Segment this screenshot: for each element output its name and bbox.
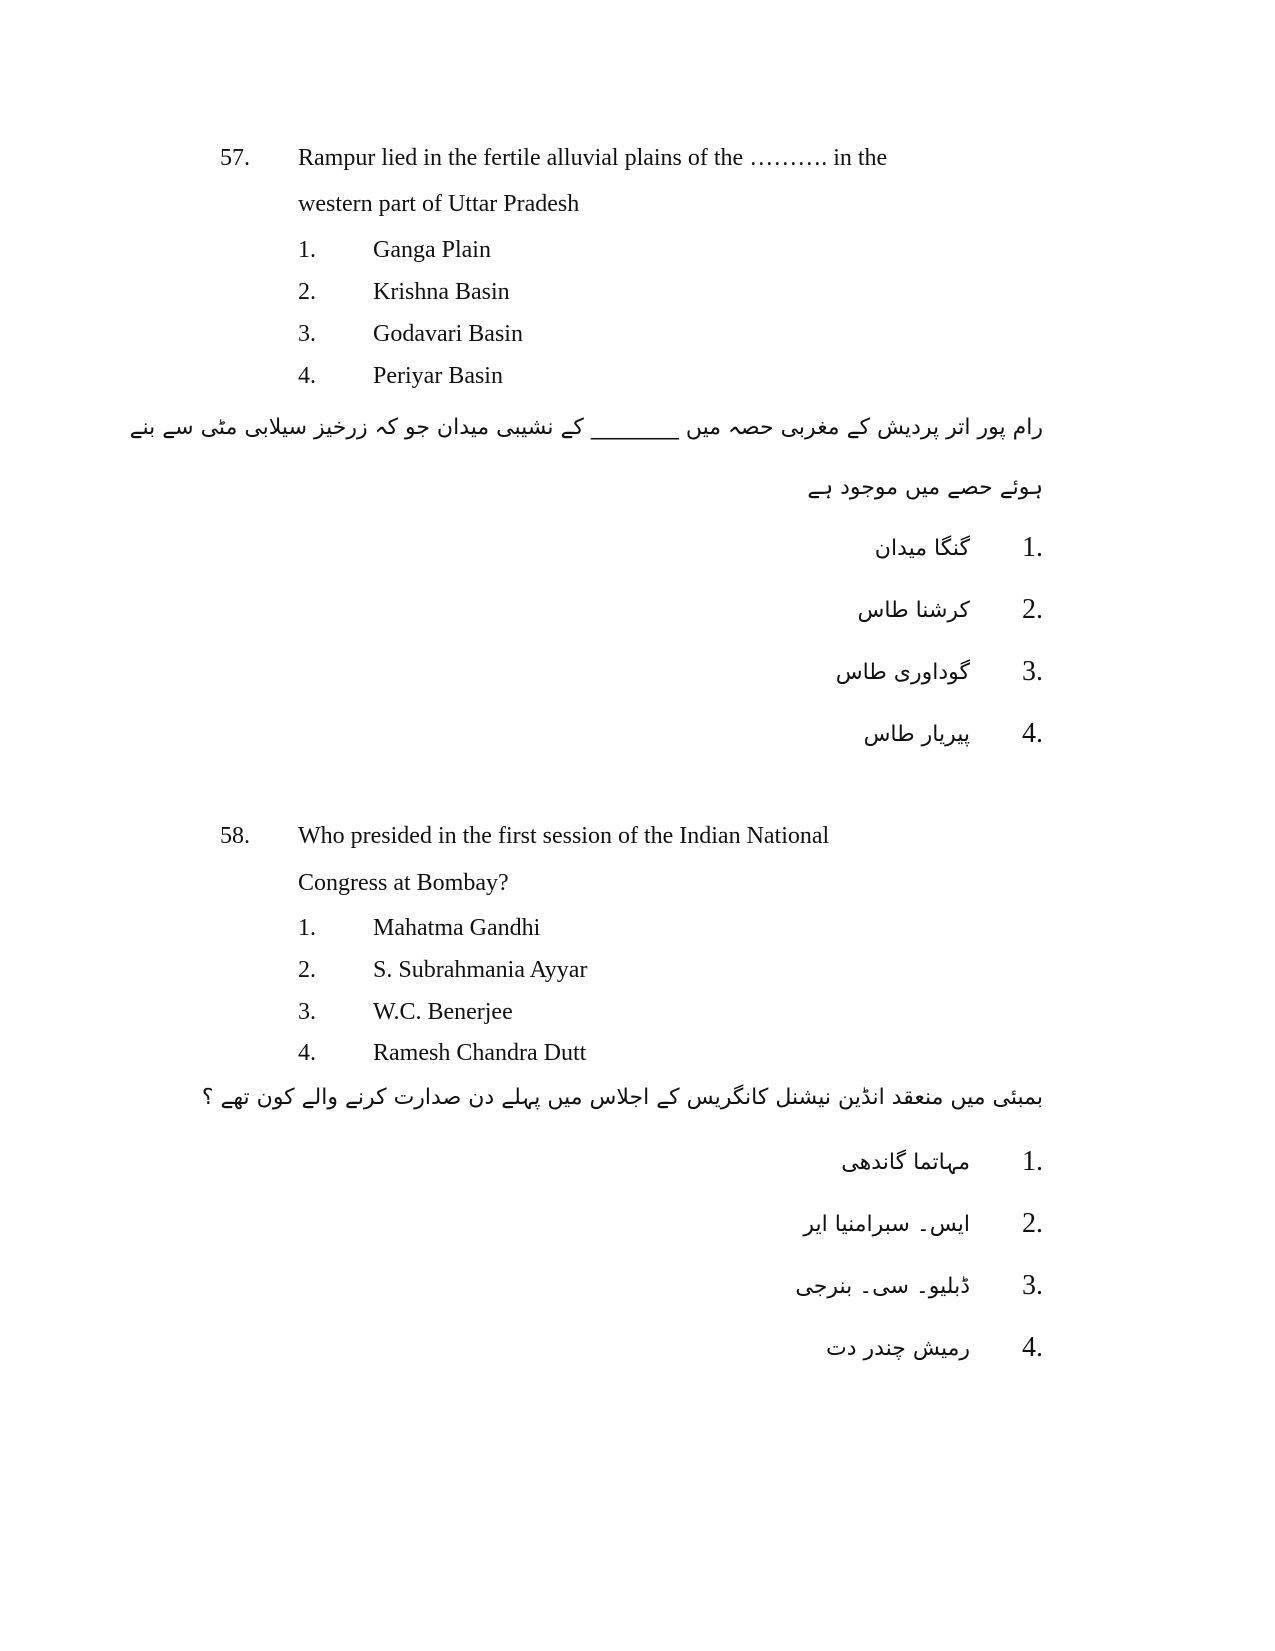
option-number: 4. — [298, 1040, 316, 1066]
option-text: Godavari Basin — [373, 321, 523, 347]
option-text: S. Subrahmania Ayyar — [373, 957, 588, 983]
option-text: Krishna Basin — [373, 279, 510, 305]
urdu-option-text: گنگا میدان — [874, 536, 970, 561]
option-number: 4. — [298, 363, 316, 389]
question-number: 57. — [220, 145, 250, 171]
urdu-option-number: 3. — [1022, 1270, 1043, 1301]
urdu-option-text: کرشنا طاس — [857, 598, 970, 623]
urdu-option-text: گوداوری طاس — [835, 660, 970, 685]
question-text-line: Congress at Bombay? — [298, 870, 509, 896]
urdu-option-number: 2. — [1022, 594, 1043, 625]
question-text-line: Who presided in the first session of the Indian National — [298, 823, 830, 849]
urdu-option-number: 1. — [1022, 532, 1043, 563]
urdu-option-number: 4. — [1022, 718, 1043, 749]
option-number: 3. — [298, 321, 316, 347]
urdu-question-line: رام پور اتر پردیش کے مغربی حصہ میں ________ کے نشیبی میدان جو کہ زرخیز سیلابی مٹی سے بنے — [129, 415, 1043, 440]
urdu-option-number: 4. — [1022, 1332, 1043, 1363]
question-text-line: western part of Uttar Pradesh — [298, 191, 580, 217]
question-text-line: Rampur lied in the fertile alluvial plains of the ………. in the — [298, 145, 888, 171]
question-number: 58. — [220, 823, 250, 849]
urdu-option-text: ڈبلیو۔ سی۔ بنرجی — [795, 1274, 970, 1299]
urdu-option-text: ایس۔ سبرامنیا ایر — [803, 1212, 970, 1237]
option-text: Mahatma Gandhi — [373, 915, 541, 941]
option-text: Ganga Plain — [373, 237, 491, 263]
urdu-option-text: مہاتما گاندھی — [841, 1150, 970, 1175]
option-number: 1. — [298, 915, 316, 941]
option-text: W.C. Benerjee — [373, 999, 513, 1025]
option-number: 2. — [298, 957, 316, 983]
option-text: Ramesh Chandra Dutt — [373, 1040, 587, 1066]
urdu-question-line: بمبئی میں منعقد انڈین نیشنل کانگریس کے اجلاس میں پہلے دن صدارت کرنے والے کون تھے ؟ — [201, 1085, 1043, 1110]
option-number: 3. — [298, 999, 316, 1025]
option-number: 1. — [298, 237, 316, 263]
urdu-question-line: ہوئے حصے میں موجود ہے — [807, 475, 1043, 500]
urdu-option-number: 2. — [1022, 1208, 1043, 1239]
urdu-option-number: 3. — [1022, 656, 1043, 687]
urdu-option-text: رمیش چندر دت — [826, 1336, 970, 1361]
urdu-option-number: 1. — [1022, 1146, 1043, 1177]
urdu-option-text: پیریار طاس — [863, 722, 970, 747]
option-number: 2. — [298, 279, 316, 305]
option-text: Periyar Basin — [373, 363, 503, 389]
